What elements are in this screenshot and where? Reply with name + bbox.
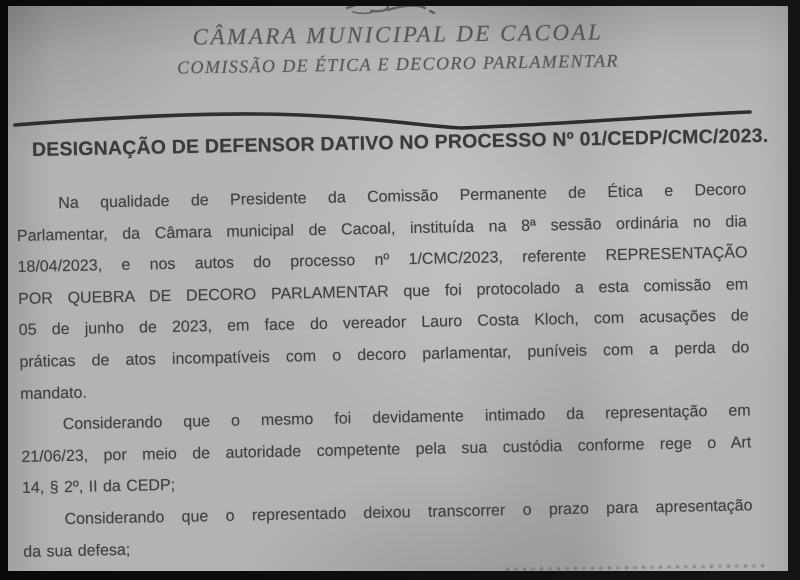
body-line: práticas de atos incompatíveis com o decoro parlamentar, puníveis com a perda do [19, 339, 750, 371]
body-line: 05 de junho de 2023, em face do vereador Lauro Costa Kloch, com acusações de [18, 307, 749, 340]
body-line: Parlamentar, da Câmara municipal de Cacoal, instituída na 8ª sessão ordinária no dia [16, 212, 747, 245]
committee-name: COMISSÃO DE ÉTICA E DECORO PARLAMENTAR [177, 50, 619, 78]
body-line: Considerando que o mesmo foi devidamente intimado da representação em [62, 402, 751, 434]
body-line: POR QUEBRA DE DECORO PARLAMENTAR que foi protocolado a esta comissão em [18, 276, 749, 308]
document-title: DESIGNAÇÃO DE DEFENSOR DATIVO NO PROCESSO Nº 01/CEDP/CMC/2023. [31, 124, 769, 161]
org-name: CÂMARA MUNICIPAL DE CACOAL [192, 19, 604, 50]
body-line: Na qualidade de Presidente da Comissão Permanente de Ética e Decoro [58, 181, 747, 213]
body-line: Considerando que o representado deixou transcorrer o prazo para apresentação [64, 497, 753, 529]
cut-off-bottom-text-sliver [506, 564, 768, 571]
body-line: 21/06/23, por meio de autoridade competente pela sua custódia conforme rege o Art [21, 434, 752, 466]
body-line: da sua defesa; [23, 541, 131, 561]
document-body [16, 174, 753, 568]
body-line: 18/04/2023, e nos autos do processo nº 1/CMC/2023, referente REPRESENTAÇÃO [17, 244, 748, 277]
document-header [8, 19, 788, 78]
body-line: 14, § 2º, II da CEDP; [21, 477, 176, 498]
document-photo [8, 6, 788, 571]
body-line: mandato. [19, 384, 87, 403]
